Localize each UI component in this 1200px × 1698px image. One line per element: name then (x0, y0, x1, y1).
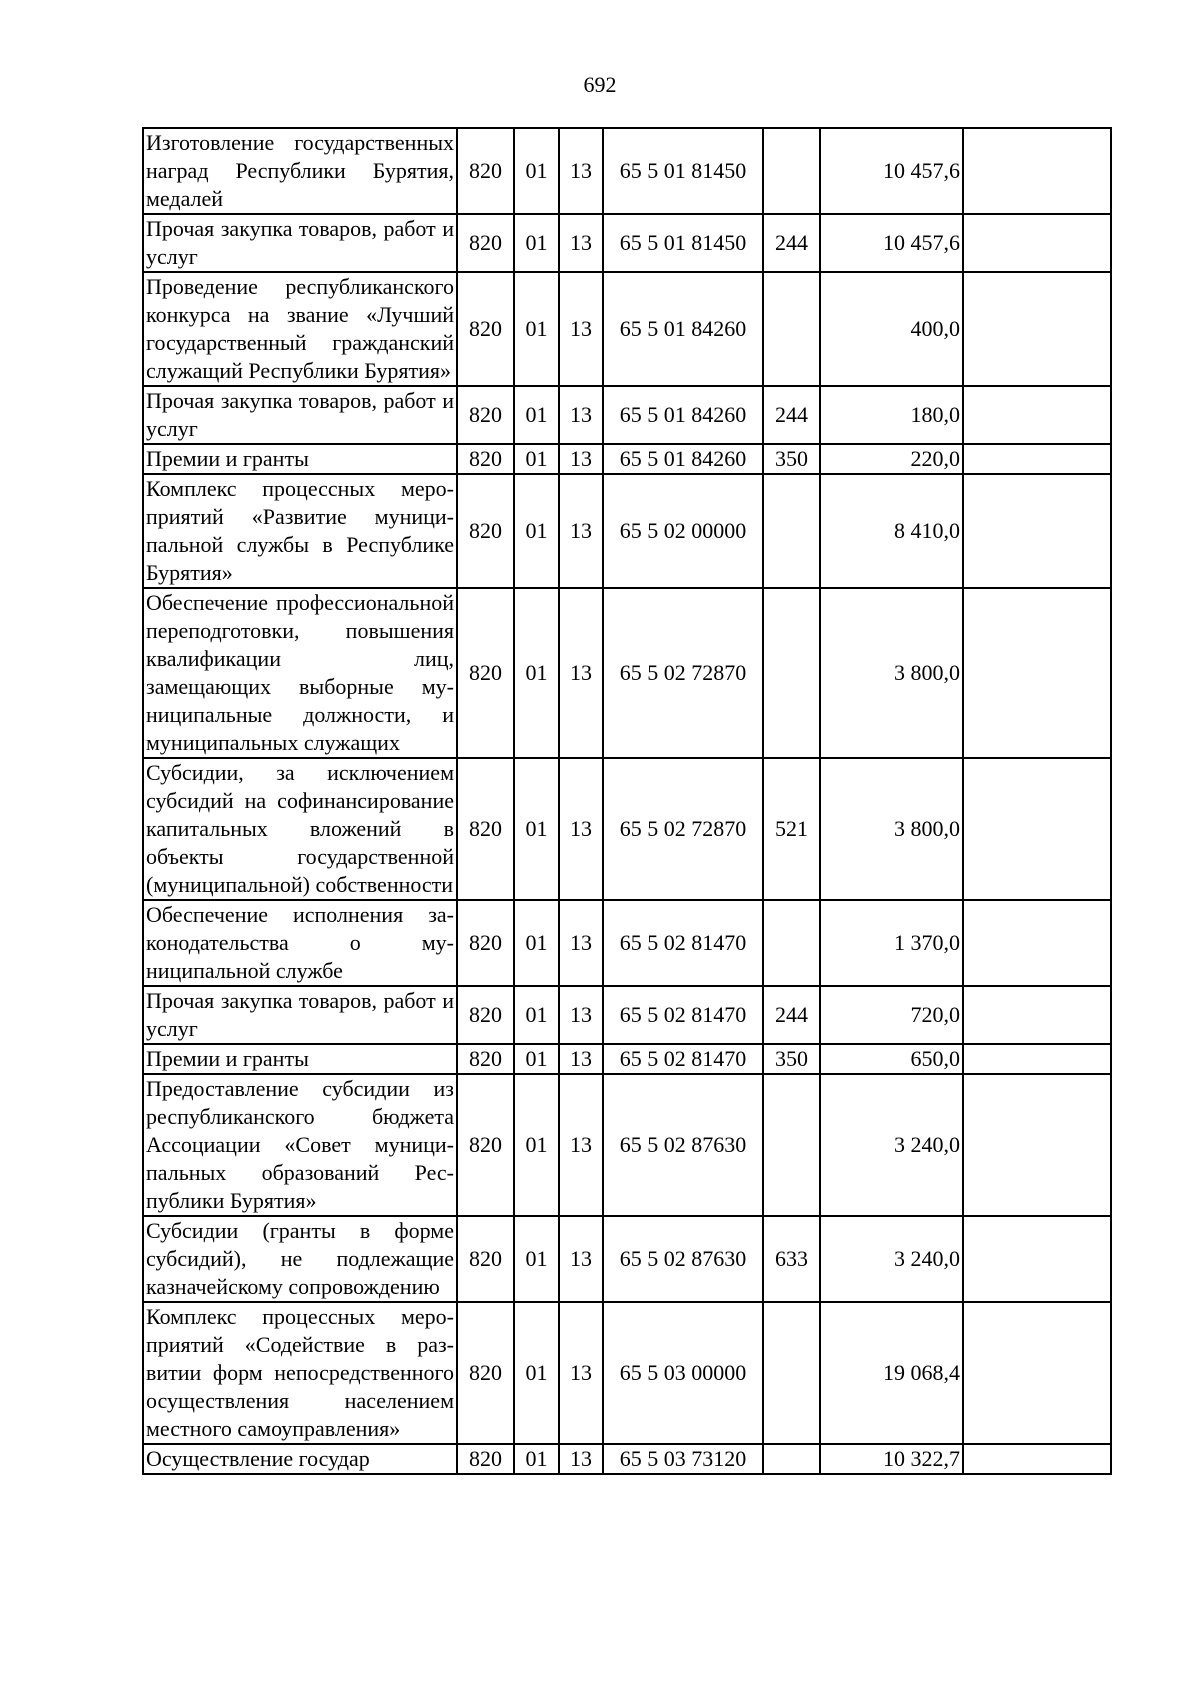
target-item-cell: 65 5 01 84260 (603, 272, 763, 386)
ministry-code-cell: 820 (457, 444, 514, 474)
expense-type-cell (763, 474, 820, 588)
expense-type-cell: 350 (763, 1044, 820, 1074)
amount-cell: 650,0 (820, 1044, 963, 1074)
extra-cell (963, 986, 1111, 1044)
subsection-code-cell: 13 (559, 272, 603, 386)
target-item-cell: 65 5 03 73120 (603, 1444, 763, 1474)
subsection-code-cell: 13 (559, 900, 603, 986)
table-row (143, 444, 1111, 474)
extra-cell (963, 128, 1111, 214)
row-name-cell: Осуществление государ (143, 1444, 457, 1474)
subsection-code-cell: 13 (559, 444, 603, 474)
target-item-cell: 65 5 01 81450 (603, 128, 763, 214)
row-name-cell: Обеспечение профессиональной переподготовки, повышения квалификации лиц, замещающих выборные муниципальные должности, и муниципальных служащих (143, 588, 457, 758)
section-code-cell: 01 (514, 1074, 559, 1216)
table-row (143, 474, 1111, 588)
extra-cell (963, 214, 1111, 272)
expense-type-cell: 350 (763, 444, 820, 474)
subsection-code-cell: 13 (559, 588, 603, 758)
subsection-code-cell: 13 (559, 128, 603, 214)
expense-type-cell: 633 (763, 1216, 820, 1302)
subsection-code-cell: 13 (559, 1444, 603, 1474)
extra-cell (963, 386, 1111, 444)
extra-cell (963, 900, 1111, 986)
expense-type-cell (763, 588, 820, 758)
row-name-cell: Субсидии (гранты в форме субсидий), не подлежащие казначейскому сопровождению (143, 1216, 457, 1302)
section-code-cell: 01 (514, 474, 559, 588)
amount-cell: 8 410,0 (820, 474, 963, 588)
extra-cell (963, 444, 1111, 474)
extra-cell (963, 1216, 1111, 1302)
target-item-cell: 65 5 02 81470 (603, 900, 763, 986)
expense-type-cell (763, 272, 820, 386)
table-row (143, 214, 1111, 272)
extra-cell (963, 1302, 1111, 1444)
extra-cell (963, 1074, 1111, 1216)
amount-cell: 10 457,6 (820, 214, 963, 272)
page-number: 692 (583, 72, 617, 97)
amount-cell: 720,0 (820, 986, 963, 1044)
target-item-cell: 65 5 02 81470 (603, 1044, 763, 1074)
ministry-code-cell: 820 (457, 1044, 514, 1074)
ministry-code-cell: 820 (457, 1302, 514, 1444)
expense-type-cell (763, 128, 820, 214)
table-row (143, 758, 1111, 900)
subsection-code-cell: 13 (559, 386, 603, 444)
table-body (143, 128, 1111, 1474)
extra-cell (963, 474, 1111, 588)
table-row (143, 900, 1111, 986)
row-name-cell: Прочая закупка товаров, работ и услуг (143, 986, 457, 1044)
row-name-cell: Изготовление государственных наград Республики Бурятия, медалей (143, 128, 457, 214)
target-item-cell: 65 5 03 00000 (603, 1302, 763, 1444)
ministry-code-cell: 820 (457, 900, 514, 986)
row-name-cell: Проведение республиканского конкурса на звание «Лучший государственный гражданский служащий Республики Бурятия» (143, 272, 457, 386)
ministry-code-cell: 820 (457, 1216, 514, 1302)
amount-cell: 180,0 (820, 386, 963, 444)
section-code-cell: 01 (514, 1216, 559, 1302)
table-row (143, 1074, 1111, 1216)
expense-type-cell (763, 900, 820, 986)
row-name-cell: Обеспечение исполнения законодательства о муниципальной службе (143, 900, 457, 986)
subsection-code-cell: 13 (559, 474, 603, 588)
target-item-cell: 65 5 02 72870 (603, 588, 763, 758)
subsection-code-cell: 13 (559, 1044, 603, 1074)
row-name-cell: Прочая закупка товаров, работ и услуг (143, 214, 457, 272)
row-name-cell: Комплекс процессных мероприятий «Содействие в развитии форм непосредственного осуществления населением местного самоуправления» (143, 1302, 457, 1444)
row-name-cell: Предоставление субсидии из республиканского бюджета Ассоциации «Совет муниципальных образований Республики Бурятия» (143, 1074, 457, 1216)
row-name-cell: Прочая закупка товаров, работ и услуг (143, 386, 457, 444)
ministry-code-cell: 820 (457, 588, 514, 758)
target-item-cell: 65 5 02 00000 (603, 474, 763, 588)
table-row (143, 1216, 1111, 1302)
ministry-code-cell: 820 (457, 986, 514, 1044)
table-row (143, 1302, 1111, 1444)
subsection-code-cell: 13 (559, 214, 603, 272)
extra-cell (963, 1044, 1111, 1074)
section-code-cell: 01 (514, 272, 559, 386)
amount-cell: 19 068,4 (820, 1302, 963, 1444)
subsection-code-cell: 13 (559, 758, 603, 900)
amount-cell: 3 800,0 (820, 758, 963, 900)
target-item-cell: 65 5 02 87630 (603, 1216, 763, 1302)
target-item-cell: 65 5 02 87630 (603, 1074, 763, 1216)
extra-cell (963, 1444, 1111, 1474)
amount-cell: 3 240,0 (820, 1074, 963, 1216)
section-code-cell: 01 (514, 758, 559, 900)
section-code-cell: 01 (514, 986, 559, 1044)
expense-type-cell: 244 (763, 386, 820, 444)
section-code-cell: 01 (514, 900, 559, 986)
section-code-cell: 01 (514, 1302, 559, 1444)
amount-cell: 10 322,7 (820, 1444, 963, 1474)
target-item-cell: 65 5 02 72870 (603, 758, 763, 900)
subsection-code-cell: 13 (559, 1302, 603, 1444)
ministry-code-cell: 820 (457, 386, 514, 444)
expense-type-cell (763, 1074, 820, 1216)
section-code-cell: 01 (514, 386, 559, 444)
ministry-code-cell: 820 (457, 474, 514, 588)
ministry-code-cell: 820 (457, 128, 514, 214)
expense-type-cell: 521 (763, 758, 820, 900)
amount-cell: 220,0 (820, 444, 963, 474)
budget-table (142, 127, 1112, 1475)
row-name-cell: Премии и гранты (143, 1044, 457, 1074)
target-item-cell: 65 5 01 81450 (603, 214, 763, 272)
table-row (143, 1044, 1111, 1074)
section-code-cell: 01 (514, 1444, 559, 1474)
extra-cell (963, 272, 1111, 386)
row-name-cell: Комплекс процессных мероприятий «Развитие муниципальной службы в Республике Бурятия» (143, 474, 457, 588)
section-code-cell: 01 (514, 588, 559, 758)
section-code-cell: 01 (514, 214, 559, 272)
ministry-code-cell: 820 (457, 758, 514, 900)
target-item-cell: 65 5 01 84260 (603, 444, 763, 474)
ministry-code-cell: 820 (457, 1074, 514, 1216)
table-row (143, 386, 1111, 444)
table-row (143, 128, 1111, 214)
extra-cell (963, 758, 1111, 900)
amount-cell: 10 457,6 (820, 128, 963, 214)
section-code-cell: 01 (514, 128, 559, 214)
subsection-code-cell: 13 (559, 1074, 603, 1216)
table-row (143, 1444, 1111, 1474)
amount-cell: 1 370,0 (820, 900, 963, 986)
row-name-cell: Субсидии, за исключением субсидий на софинансирование капитальных вложений в объекты государственной (муниципальной) собственности (143, 758, 457, 900)
expense-type-cell: 244 (763, 986, 820, 1044)
table-row (143, 272, 1111, 386)
expense-type-cell (763, 1444, 820, 1474)
table-row (143, 588, 1111, 758)
amount-cell: 3 800,0 (820, 588, 963, 758)
expense-type-cell: 244 (763, 214, 820, 272)
expense-type-cell (763, 1302, 820, 1444)
ministry-code-cell: 820 (457, 272, 514, 386)
ministry-code-cell: 820 (457, 1444, 514, 1474)
target-item-cell: 65 5 02 81470 (603, 986, 763, 1044)
extra-cell (963, 588, 1111, 758)
target-item-cell: 65 5 01 84260 (603, 386, 763, 444)
section-code-cell: 01 (514, 1044, 559, 1074)
subsection-code-cell: 13 (559, 1216, 603, 1302)
row-name-cell: Премии и гранты (143, 444, 457, 474)
ministry-code-cell: 820 (457, 214, 514, 272)
amount-cell: 400,0 (820, 272, 963, 386)
subsection-code-cell: 13 (559, 986, 603, 1044)
section-code-cell: 01 (514, 444, 559, 474)
table-row (143, 986, 1111, 1044)
amount-cell: 3 240,0 (820, 1216, 963, 1302)
